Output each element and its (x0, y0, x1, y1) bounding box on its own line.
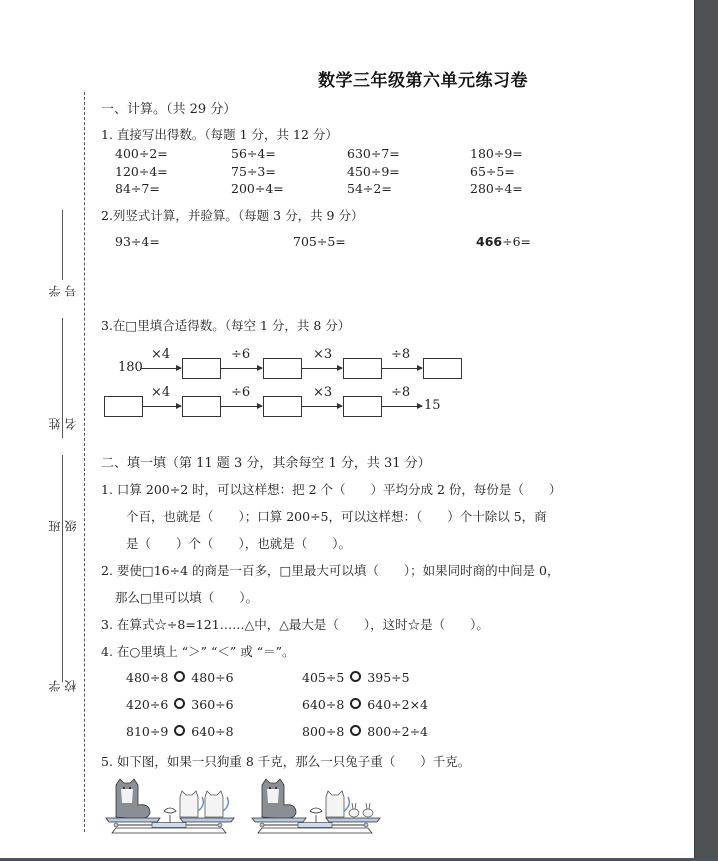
calc-cell: 280÷4= (470, 181, 523, 196)
flow-op: ÷6 (231, 347, 251, 362)
flow-end-value: 15 (424, 398, 441, 413)
vertical-calc-item: 93÷4= (115, 234, 160, 249)
cat-icon (180, 791, 203, 817)
q1-prompt: 1. 直接写出得数。（每题 1 分，共 12 分） (101, 127, 338, 142)
calc-cell: 630÷7= (347, 146, 400, 161)
calc-cell: 54÷2= (347, 181, 392, 196)
flow-arrow (221, 368, 262, 369)
compare-pair: 800÷8 800÷2÷4 (302, 724, 429, 739)
fill-q1-line2: 个百，也就是（ ）；口算 200÷5，可以这样想：（ ）个十除以 5，商 (126, 509, 547, 524)
flow-arrow (302, 406, 342, 407)
flow-op: ×4 (151, 347, 171, 362)
calc-cell: 400÷2= (115, 146, 168, 161)
compare-pair: 810÷9 640÷8 (126, 724, 234, 739)
answer-box[interactable] (423, 358, 462, 379)
balance-scale-illustration (102, 775, 242, 835)
flow-op: ×3 (313, 385, 333, 400)
flow-arrow (141, 368, 181, 369)
calc-cell: 120÷4= (115, 164, 168, 179)
exam-page: 数学三年级第六单元练习卷 学号 姓名 班级 学校 一、计算。（共 29 分） 1. 直接写出得数。（每题 1 分，共 12 分） 400÷2= 56÷4= 630÷7= 180÷9= 120÷4= 75÷3= 450÷9= 65÷5= 84÷7= 200÷4= 54÷2= 280÷4= 2.列竖式计算，并验算。（每题 3 分，共 9 分） 93÷4= 705÷5= 466÷6= 3.在□里填合适得数。（每空 1 分，共 8 分） 180 ×4 ÷6 ×3 ÷8 ×4 ÷6 ×3 ÷8 15 二、填一填（第 11 题 3 分，其余每空 1 分，共 31 分） 1. 口算 200÷2 时，可以这样想：把 2 个（ ）平均分成 2 份，每份是（ ） 个百，也就是（ ）；口算 200÷5，可以这样想：（ ）个十除以 5，商 是（ ）个（ ），也就是（ ）。 2. 要使□16÷4 的商是一百多，□里最大可以填（ ）；如果同时商的中间是 0， 那么□里可以填（ ）。 3. 在算式☆÷8=121……△中，△最大是（ ），这时☆是（ ）。 4. 在○里填上 “＞” “＜” 或 “＝”。 480÷8 480÷6 405÷5 395÷5 420÷6 360÷6 640÷8 640÷2×4 810÷9 640÷8 800÷8 800÷2÷4 5. 如下图，如果一只狗重 8 千克，那么一只兔子重（ ）千克。 (0, 0, 694, 858)
flow-arrow (143, 406, 181, 407)
balance-scale-illustration (248, 775, 388, 835)
compare-pair: 480÷8 480÷6 (126, 670, 234, 685)
calc-cell: 75÷3= (231, 164, 276, 179)
compare-circle[interactable] (350, 671, 361, 682)
answer-box[interactable] (343, 396, 382, 417)
compare-circle[interactable] (350, 725, 361, 736)
compare-pair: 405÷5 395÷5 (302, 670, 410, 685)
flow-op: ÷6 (231, 385, 251, 400)
flow-arrow (382, 368, 422, 369)
fill-q5: 5. 如下图，如果一只狗重 8 千克，那么一只兔子重（ ）千克。 (101, 754, 471, 769)
calc-cell: 200÷4= (231, 181, 284, 196)
rabbit-icon (349, 803, 359, 817)
cat-icon (205, 791, 228, 817)
balance-scale-dog-cats (102, 775, 242, 835)
compare-pair: 640÷8 640÷2×4 (302, 697, 429, 712)
fill-q4-prompt: 4. 在○里填上 “＞” “＜” 或 “＝”。 (101, 644, 295, 659)
fill-q1-line1: 1. 口算 200÷2 时，可以这样想：把 2 个（ ）平均分成 2 份，每份是（ ） (101, 482, 562, 497)
flow-arrow (302, 368, 342, 369)
vertical-calc-item: 466÷6= (476, 234, 531, 249)
flow-arrow (382, 406, 422, 407)
flow-op: ÷8 (391, 347, 411, 362)
viewer-scroll-gutter (694, 0, 718, 861)
dog-icon (116, 779, 150, 819)
flow-op: ÷8 (391, 385, 411, 400)
fill-q2-line2: 那么□里可以填（ ）。 (115, 590, 259, 605)
fill-q1-line3: 是（ ）个（ ），也就是（ ）。 (126, 536, 352, 551)
calc-cell: 84÷7= (115, 181, 160, 196)
dog-icon (262, 779, 296, 819)
answer-box[interactable] (343, 358, 382, 379)
flow-arrow (221, 406, 262, 407)
compare-circle[interactable] (174, 725, 185, 736)
calc-cell: 56÷4= (231, 146, 276, 161)
compare-pair: 420÷6 360÷6 (126, 697, 234, 712)
answer-box[interactable] (182, 396, 221, 417)
compare-circle[interactable] (350, 698, 361, 709)
section2-heading: 二、填一填（第 11 题 3 分，其余每空 1 分，共 31 分） (101, 456, 431, 471)
compare-circle[interactable] (174, 671, 185, 682)
flow-op: ×3 (313, 347, 333, 362)
calc-cell: 180÷9= (470, 146, 523, 161)
answer-box[interactable] (104, 396, 143, 417)
q2-prompt: 2.列竖式计算，并验算。（每题 3 分，共 9 分） (101, 208, 364, 223)
binding-dashed-line (84, 92, 85, 832)
q3-prompt: 3.在□里填合适得数。（每空 1 分，共 8 分） (101, 318, 351, 333)
cat-icon (326, 791, 349, 817)
fill-q3: 3. 在算式☆÷8=121……△中，△最大是（ ），这时☆是（ ）。 (101, 617, 489, 632)
balance-scale-dog-cat-rabbits (248, 775, 388, 835)
calc-cell: 450÷9= (347, 164, 400, 179)
flow-start-value: 180 (118, 360, 143, 375)
answer-box[interactable] (263, 396, 302, 417)
compare-circle[interactable] (174, 698, 185, 709)
calc-cell: 65÷5= (470, 164, 515, 179)
fill-q2-line1: 2. 要使□16÷4 的商是一百多，□里最大可以填（ ）；如果同时商的中间是 0， (101, 563, 560, 578)
answer-box[interactable] (182, 358, 221, 379)
flow-op: ×4 (151, 385, 171, 400)
section1-heading: 一、计算。（共 29 分） (101, 102, 237, 117)
vertical-calc-item: 705÷5= (293, 234, 346, 249)
rabbit-icon (363, 803, 373, 817)
page-title: 数学三年级第六单元练习卷 (318, 71, 528, 91)
answer-box[interactable] (263, 358, 302, 379)
